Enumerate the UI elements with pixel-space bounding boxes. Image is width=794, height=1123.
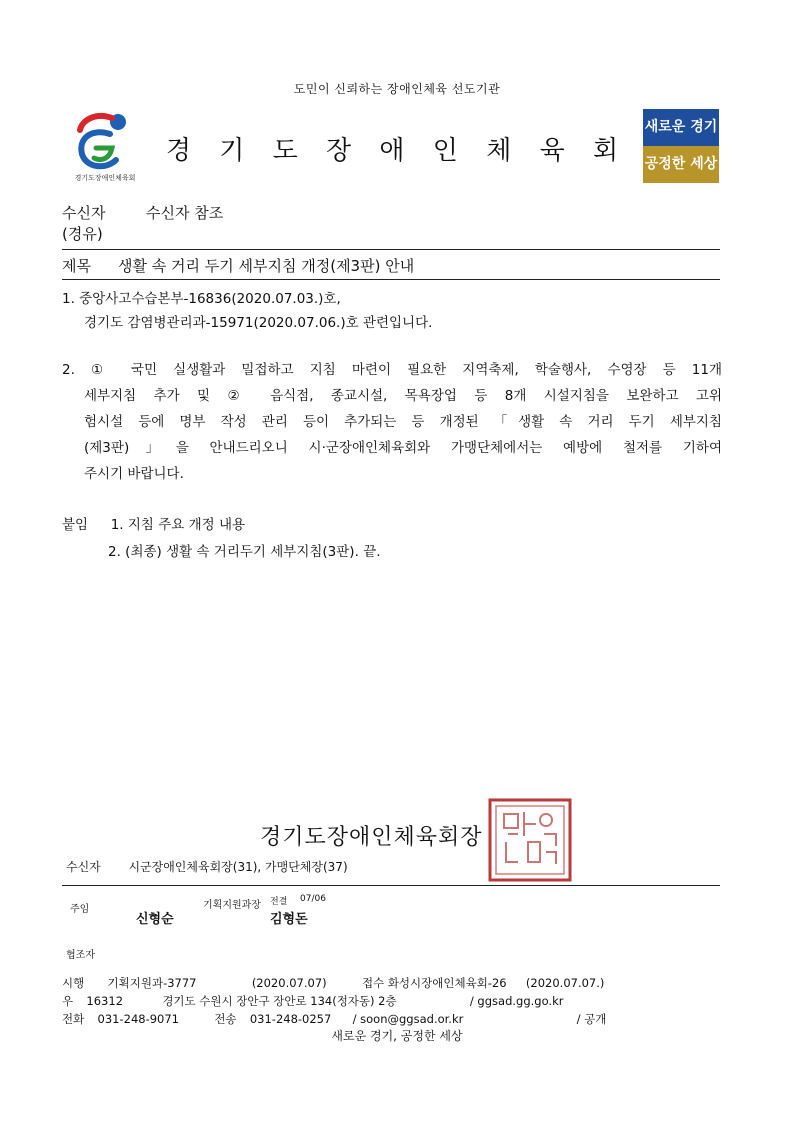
approver-date: 07/06 (300, 894, 326, 904)
attachment-item: 1. 지침 주요 개정 내용 (110, 517, 246, 533)
via-label: (경유) (62, 225, 103, 243)
recipient-value: 수신자 참조 (146, 204, 224, 222)
paragraph-2-line: 2. ① 국민 실생활과 밀접하고 지침 마련이 필요한 지역축제, 학술행사, 수영장 등 11개 (62, 362, 722, 378)
logo-caption: 경기도장애인체육회 (74, 174, 136, 182)
official-seal-icon (488, 798, 572, 882)
recipients-label: 수신자 (66, 860, 101, 874)
fax-number: 031-248-0257 (249, 1012, 332, 1026)
exec-date: (2020.07.07) (251, 976, 327, 990)
recipients-value: 시군장애인체육회장(31), 가맹단체장(37) (128, 860, 348, 874)
footer-exec-line (62, 975, 604, 991)
approver-name: 김형돈 (270, 912, 308, 927)
badge-top: 새로운 경기 (643, 109, 719, 146)
address: 경기도 수원시 장안구 장안로 134(정자동) 2층 (162, 994, 397, 1008)
postal-label: 우 (62, 994, 74, 1008)
sender-name: 경기도장애인체육회장 (260, 825, 483, 850)
drafter-role: 주임 (70, 904, 90, 915)
paragraph-2-line: 주시기 바랍니다. (84, 466, 184, 482)
footer-contact-line (62, 1011, 606, 1027)
subject-value: 생활 속 거리 두기 세부지침 개정(제3판) 안내 (118, 257, 415, 275)
footer-slogan: 새로운 경기, 공정한 세상 (331, 1029, 463, 1043)
subject-label: 제목 (62, 257, 91, 275)
paragraph-1 (62, 287, 432, 335)
postal-code: 16312 (86, 994, 124, 1008)
motto: 도민이 신뢰하는 장애인체육 선도기관 (293, 82, 501, 96)
paragraph-2-line: (제3판)」을 안내드리오니 시·군장애인체육회와 가맹단체에서는 예방에 철저를 기하여 (84, 440, 722, 456)
badge-bottom: 공정한 세상 (643, 146, 719, 183)
divider (62, 249, 720, 250)
org-title: 경 기 도 장 애 인 체 육 회 (165, 136, 629, 166)
recipients-line (66, 858, 348, 875)
paragraph-1-line-2: 경기도 감염병관리과-15971(2020.07.06.)호 관련입니다. (84, 315, 433, 331)
fax-label: 전송 (214, 1012, 237, 1026)
receipt-label: 접수 (361, 976, 385, 990)
paragraph-1-line-1: 1. 중앙사고수습본부-16836(2020.07.03.)호, (62, 291, 341, 307)
approver-role: 기획지원과장 (203, 900, 261, 911)
attachments (62, 512, 380, 566)
paragraph-2-line: 험시설 등에 명부 작성 관리 등이 추가되는 등 개정된 「생활 속 거리 두기 세부지침 (84, 414, 722, 430)
receipt-date: (2020.07.07.) (525, 976, 605, 990)
slogan-badge (643, 109, 719, 183)
email[interactable]: / soon@ggsad.or.kr (352, 1012, 464, 1026)
paragraph-2 (62, 357, 722, 487)
recipient-label: 수신자 (62, 204, 106, 222)
approver-status: 전결 (270, 897, 288, 907)
phone-label: 전화 (62, 1012, 85, 1026)
drafter-name: 신형순 (136, 912, 174, 927)
phone-number: 031-248-9071 (97, 1012, 179, 1026)
disclosure: / 공개 (576, 1012, 607, 1026)
attachment-item: 2. (최종) 생활 속 거리두기 세부지침(3판). 끝. (108, 544, 381, 560)
divider (62, 885, 720, 886)
attachment-label: 붙임 (62, 517, 89, 533)
footer-address-line (62, 993, 563, 1009)
subject-line (62, 255, 720, 280)
cooperator-label: 협조자 (66, 950, 95, 961)
exec-label: 시행 (62, 976, 85, 990)
paragraph-2-line: 세부지침 추가 및 ② 음식점, 종교시설, 목욕장업 등 8개 시설지침을 보완하고 고위 (84, 388, 722, 404)
website[interactable]: / ggsad.gg.go.kr (469, 994, 564, 1008)
exec-number: 기획지원과-3777 (107, 976, 197, 990)
receipt-number: 화성시장애인체육회-26 (387, 976, 507, 990)
